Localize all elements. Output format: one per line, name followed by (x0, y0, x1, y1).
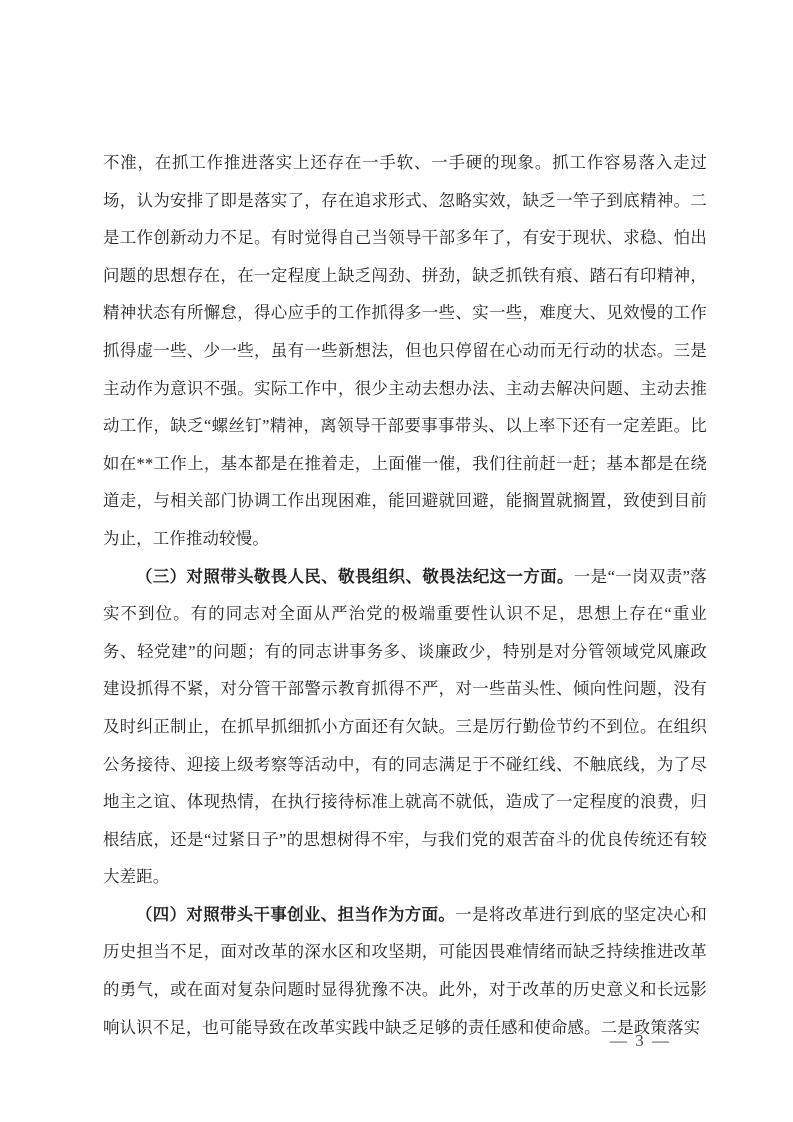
document-body (103, 144, 707, 1046)
section-three-heading: （三）对照带头敬畏人民、敬畏组织、敬畏法纪这一方面。 (136, 566, 574, 586)
section-four-text: 一是将改革进行到底的坚定决心和历史担当不足，面对改革的深水区和攻坚期，可能因畏难情绪而缺乏持续推进改革的勇气，或在面对复杂问题时显得犹豫不决。此外，对于改革的历史意义和长远影响认识不足，也可能导致在改革实践中缺乏足够的责任感和使命感。二是政策落实 (103, 904, 707, 1037)
page-number: — 3 — (610, 1031, 671, 1050)
paragraph-section-three (103, 558, 707, 896)
paragraph-section-four (103, 896, 707, 1046)
section-four-heading: （四）对照带头干事创业、担当作为方面。 (136, 904, 456, 924)
paragraph-continuation: 不准，在抓工作推进落实上还存在一手软、一手硬的现象。抓工作容易落入走过场，认为安排了即是落实了，存在追求形式、忽略实效，缺乏一竿子到底精神。二是工作创新动力不足。有时觉得自己当领导干部多年了，有安于现状、求稳、怕出问题的思想存在，在一定程度上缺乏闯劲、拼劲，缺乏抓铁有痕、踏石有印精神，精神状态有所懈怠，得心应手的工作抓得多一些、实一些，难度大、见效慢的工作抓得虚一些、少一些，虽有一些新想法，但也只停留在心动而无行动的状态。三是主动作为意识不强。实际工作中，很少主动去想办法、主动去解决问题、主动去推动工作，缺乏“螺丝钉”精神，离领导干部要事事带头、以上率下还有一定差距。比如在**工作上，基本都是在推着走，上面催一催，我们往前赶一赶；基本都是在绕道走，与相关部门协调工作出现困难，能回避就回避，能搁置就搁置，致使到目前为止，工作推动较慢。 (103, 153, 707, 548)
section-three-text: 一是“一岗双责”落实不到位。有的同志对全面从严治党的极端重要性认识不足，思想上存在“重业务、轻党建”的问题；有的同志讲事务多、谈廉政少，特别是对分管领域党风廉政建设抓得不紧，对分管干部警示教育抓得不严，对一些苗头性、倾向性问题，没有及时纠正制止，在抓早抓细抓小方面还有欠缺。三是厉行勤俭节约不到位。在组织公务接待、迎接上级考察等活动中，有的同志满足于不碰红线、不触底线，为了尽地主之谊、体现热情，在执行接待标准上就高不就低，造成了一定程度的浪费，归根结底，还是“过紧日子”的思想树得不牢，与我们党的艰苦奋斗的优良传统还有较大差距。 (103, 566, 707, 887)
